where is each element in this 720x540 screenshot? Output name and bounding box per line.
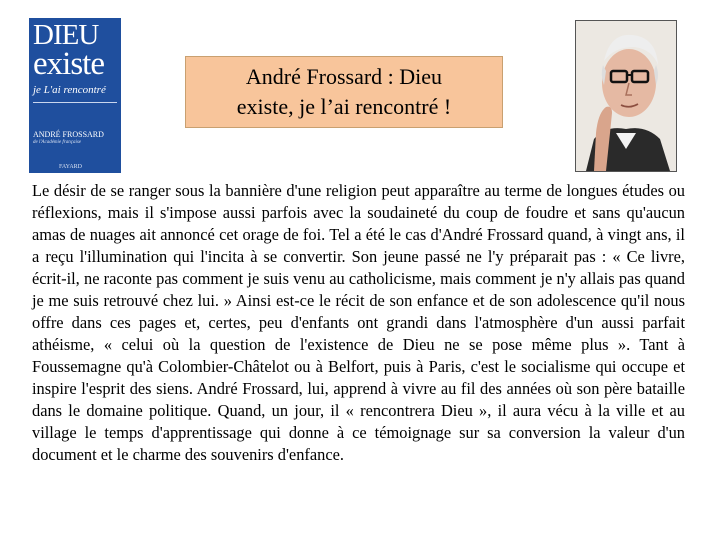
book-cover-subtitle: je L'ai rencontré	[33, 84, 106, 96]
book-cover-member: de l'Académie française	[33, 140, 81, 145]
article-body: Le désir de se ranger sous la bannière d'une religion peut apparaître au terme de longues études ou réflexions, mais il s'impose aussi parfois avec la soudaineté du coup de foudre et sans qu'aucun amas de nuages ait annoncé cet orage de foi. Tel a été le cas d'André Frossard quand, à vingt ans, il a reçu l'illumination qui l'incita à se convertir. Son jeune passé ne l'y préparait pas : « Ce livre, écrit-il, ne raconte pas comment je suis venu au catholicisme, mais comment je n'y allais pas quand je me suis retrouvé chez lui. » Ainsi est-ce le récit de son enfance et de son adolescence qu'il nous offre dans ces pages et, certes, peu d'enfants ont grandi dans l'atmosphère d'un aussi parfait athéisme, « celui où la question de l'existence de Dieu ne se pose même plus ». Tant à Foussemagne qu'à Colombier-Châtelot ou à Belfort, puis à Paris, c'est le socialisme qui occupe et inspire l'esprit des siens. André Frossard, lui, apprend à vivre au fil des années où son père bataille dans le domaine politique. Quand, un jour, il « rencontrera Dieu », il aura vécu à la ville et au village le temps d'apprentissage qui donne à ce témoignage sur sa conversion la valeur d'un document et le charme des souvenirs d'enfance.	[32, 181, 685, 464]
book-cover-title-line1: DIEU	[33, 19, 99, 51]
book-cover-divider	[33, 102, 117, 103]
book-cover-publisher: FAYARD	[59, 164, 83, 170]
page-title: André Frossard : Dieu existe, je l’ai rencontré !	[236, 64, 452, 119]
title-box	[185, 56, 503, 128]
book-cover-title-line2: existe	[33, 46, 104, 82]
portrait-photo	[575, 20, 677, 172]
book-cover-author: ANDRÉ FROSSARD	[33, 130, 104, 139]
portrait-illustration	[576, 21, 676, 171]
book-cover-image	[29, 18, 121, 173]
